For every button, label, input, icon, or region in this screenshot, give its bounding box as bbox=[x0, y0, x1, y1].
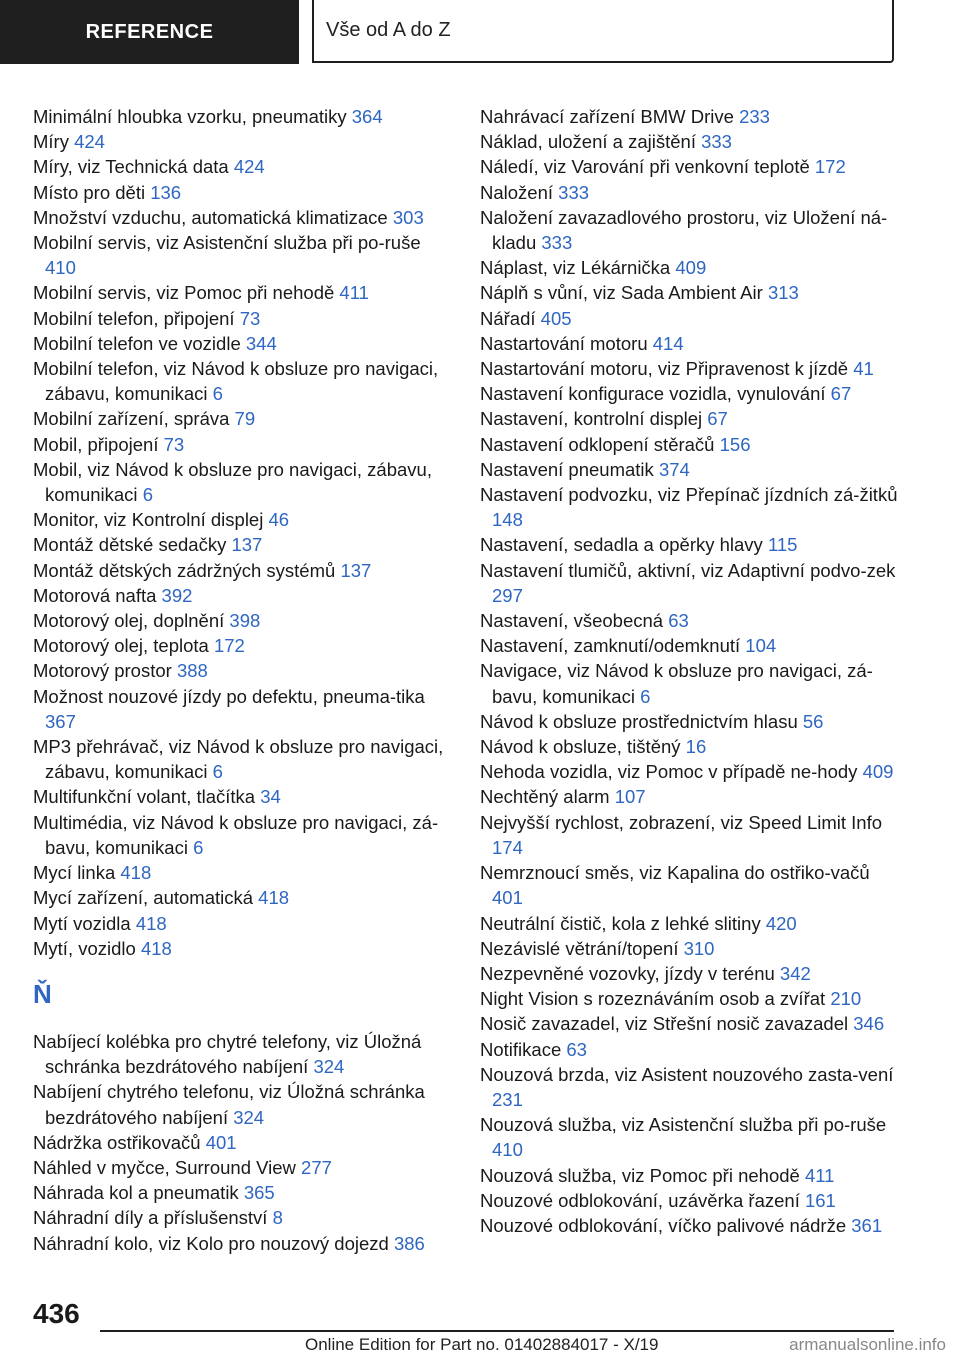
page-reference-link[interactable]: 342 bbox=[779, 962, 811, 984]
page-reference-link[interactable]: 424 bbox=[74, 131, 105, 153]
page-reference-link[interactable]: 277 bbox=[301, 1156, 332, 1178]
index-entry bbox=[480, 911, 900, 936]
page-reference-link[interactable]: 392 bbox=[161, 584, 193, 606]
index-entry-text: Míry, viz Technická data bbox=[33, 156, 234, 178]
index-entry-text: Nahrávací zařízení BMW Drive bbox=[480, 106, 740, 127]
index-entry bbox=[480, 432, 900, 457]
page-reference-link[interactable]: 73 bbox=[239, 307, 261, 329]
index-entry-text: Nezávislé větrání/topení bbox=[480, 937, 684, 959]
index-entry bbox=[480, 1112, 900, 1162]
index-entry bbox=[33, 280, 453, 305]
index-entry bbox=[33, 885, 453, 910]
index-entry-text: Nastavení, kontrolní displej bbox=[480, 408, 708, 430]
page-reference-link[interactable]: 156 bbox=[719, 433, 751, 455]
page-reference-link[interactable]: 115 bbox=[767, 534, 798, 556]
index-entry-text: Mobilní servis, viz Pomoc při nehodě bbox=[33, 282, 340, 304]
index-entry-text: Nastavení odklopení stěračů bbox=[480, 433, 720, 455]
page-reference-link[interactable]: 6 bbox=[212, 761, 223, 783]
index-entry-text: Návod k obsluze prostřednictvím hlasu bbox=[480, 710, 803, 732]
page-reference-link[interactable]: 410 bbox=[492, 1139, 523, 1161]
page-reference-link[interactable]: 346 bbox=[853, 1013, 885, 1035]
index-entry bbox=[480, 280, 900, 305]
index-entry-text: Motorová nafta bbox=[33, 584, 162, 606]
index-entry bbox=[33, 684, 453, 734]
page-reference-link[interactable]: 374 bbox=[658, 458, 690, 480]
page-reference-link[interactable]: 63 bbox=[566, 1038, 587, 1060]
page-reference-link[interactable]: 388 bbox=[176, 660, 208, 682]
index-entry bbox=[480, 1037, 900, 1062]
page-reference-link[interactable]: 333 bbox=[558, 181, 590, 203]
index-entry-text: Nastavení pneumatik bbox=[480, 458, 659, 480]
index-entry bbox=[480, 1163, 900, 1188]
index-entry bbox=[480, 608, 900, 633]
index-entry-text: Mobil, připojení bbox=[33, 433, 164, 455]
index-entry bbox=[33, 205, 453, 230]
page-reference-link[interactable]: 405 bbox=[540, 307, 572, 329]
index-entry-text: Nehoda vozidla, viz Pomoc v případě ne-hody bbox=[480, 761, 863, 783]
index-entry bbox=[33, 810, 453, 860]
page-reference-link[interactable]: 16 bbox=[685, 736, 707, 758]
index-entry-text: Naložení zavazadlového prostoru, viz Uložení ná-kladu bbox=[480, 206, 888, 254]
index-entry bbox=[480, 734, 900, 759]
index-entry bbox=[480, 759, 900, 784]
index-entry bbox=[33, 734, 453, 784]
index-entry bbox=[33, 104, 453, 129]
index-entry-text: MP3 přehrávač, viz Návod k obsluze pro navigaci, zábavu, komunikaci bbox=[33, 736, 444, 783]
page-reference-link[interactable]: 414 bbox=[652, 332, 684, 354]
page-reference-link[interactable]: 410 bbox=[45, 257, 76, 279]
page-reference-link[interactable]: 73 bbox=[163, 433, 185, 455]
index-entry-text: Nastavení, všeobecná bbox=[480, 610, 669, 632]
page-reference-link[interactable]: 56 bbox=[802, 710, 824, 732]
index-column-right bbox=[480, 104, 900, 1238]
index-entry-text: Náhrada kol a pneumatik bbox=[33, 1182, 244, 1204]
index-entry bbox=[33, 457, 453, 507]
index-entry-text: Motorový olej, doplnění bbox=[33, 610, 230, 632]
index-entry bbox=[33, 406, 453, 431]
index-entry bbox=[480, 457, 900, 482]
index-entry-text: Nastartování motoru bbox=[480, 332, 653, 354]
index-entry-text: Množství vzduchu, automatická klimatizace bbox=[33, 206, 393, 228]
index-entry-text: Mobilní telefon ve vozidle bbox=[33, 332, 246, 354]
page-reference-link[interactable]: 137 bbox=[340, 559, 372, 581]
index-entry-text: Motorový prostor bbox=[33, 660, 177, 682]
index-entry-text: Mytí vozidla bbox=[33, 912, 136, 934]
index-entry bbox=[33, 1231, 453, 1256]
index-entry-text: Mobilní telefon, připojení bbox=[33, 307, 240, 329]
index-entry bbox=[480, 129, 900, 154]
index-entry-text: Nouzové odblokování, uzávěrka řazení bbox=[480, 1189, 805, 1211]
index-entry bbox=[480, 810, 900, 860]
index-entry bbox=[480, 306, 900, 331]
index-entry-text: Náledí, viz Varování při venkovní teplotě bbox=[480, 156, 815, 178]
index-entry bbox=[33, 154, 453, 179]
page-reference-link[interactable]: 297 bbox=[492, 584, 523, 606]
page-reference-link[interactable]: 411 bbox=[804, 1164, 835, 1186]
index-entry bbox=[33, 936, 453, 961]
page-reference-link[interactable]: 41 bbox=[853, 358, 874, 380]
index-entry-text: Nastavení, sedadla a opěrky hlavy bbox=[480, 534, 768, 556]
index-entry bbox=[480, 154, 900, 179]
index-entry bbox=[480, 180, 900, 205]
index-entry bbox=[480, 331, 900, 356]
page-reference-link[interactable]: 418 bbox=[120, 862, 152, 884]
index-entry bbox=[33, 583, 453, 608]
page-title: Vše od A do Z bbox=[326, 19, 451, 41]
index-entry-text: Nejvyšší rychlost, zobrazení, viz Speed Limit Info bbox=[480, 811, 883, 833]
index-entry bbox=[480, 205, 900, 255]
page-reference-link[interactable]: 6 bbox=[193, 836, 204, 858]
page-reference-link[interactable]: 136 bbox=[150, 181, 182, 203]
page-reference-link[interactable]: 418 bbox=[140, 937, 172, 959]
index-entry-text: Nouzová služba, viz Pomoc při nehodě bbox=[480, 1164, 805, 1186]
index-entry-text: Náhled v myčce, Surround View bbox=[33, 1156, 302, 1178]
page-reference-link[interactable]: 67 bbox=[707, 408, 728, 430]
index-column-left bbox=[33, 104, 453, 1256]
index-entry bbox=[33, 306, 453, 331]
index-entry bbox=[480, 104, 900, 129]
index-entry-text: Monitor, viz Kontrolní displej bbox=[33, 509, 269, 531]
index-entry-text: Nastartování motoru, viz Připravenost k jízdě bbox=[480, 358, 854, 380]
index-entry-text: Nouzová služba, viz Asistenční služba při po-ruše bbox=[480, 1114, 887, 1136]
index-entry bbox=[480, 558, 900, 608]
page-reference-link[interactable]: 418 bbox=[258, 887, 290, 909]
index-entry-text: Nastavení podvozku, viz Přepínač jízdních zá-žitků bbox=[480, 484, 898, 506]
page-reference-link[interactable]: 364 bbox=[351, 106, 383, 127]
page-reference-link[interactable]: 398 bbox=[229, 610, 261, 632]
index-entry bbox=[480, 633, 900, 658]
page-reference-link[interactable]: 148 bbox=[492, 509, 523, 531]
page-reference-link[interactable]: 418 bbox=[135, 912, 167, 934]
page-reference-link[interactable]: 409 bbox=[675, 257, 707, 279]
index-entry bbox=[480, 1062, 900, 1112]
index-entry-text: Náplň s vůní, viz Sada Ambient Air bbox=[480, 282, 768, 304]
index-entry-text: Místo pro děti bbox=[33, 181, 151, 203]
index-entry bbox=[33, 911, 453, 936]
page-reference-link[interactable]: 324 bbox=[233, 1106, 265, 1128]
page-reference-link[interactable]: 361 bbox=[851, 1214, 883, 1236]
index-entry-text: Nechtěný alarm bbox=[480, 786, 615, 808]
index-entry bbox=[33, 356, 453, 406]
index-entry bbox=[33, 507, 453, 532]
index-entry bbox=[480, 658, 900, 708]
index-entry-text: Mytí, vozidlo bbox=[33, 937, 141, 959]
page-reference-link[interactable]: 161 bbox=[804, 1189, 836, 1211]
index-entry-text: Montáž dětských zádržných systémů bbox=[33, 559, 341, 581]
index-entry-text: Multimédia, viz Návod k obsluze pro navigaci, zá-bavu, komunikaci bbox=[33, 811, 439, 858]
index-entry-text: Mycí linka bbox=[33, 862, 121, 884]
page-reference-link[interactable]: 63 bbox=[668, 610, 689, 632]
index-entry-text: Multifunkční volant, tlačítka bbox=[33, 786, 261, 808]
index-entry bbox=[480, 1213, 900, 1238]
index-entry-text: Nouzové odblokování, víčko palivové nádrže bbox=[480, 1214, 852, 1236]
page-reference-link[interactable]: 365 bbox=[243, 1182, 275, 1204]
page-reference-link[interactable]: 67 bbox=[830, 383, 852, 405]
page-reference-link[interactable]: 137 bbox=[231, 534, 263, 556]
page-reference-link[interactable]: 324 bbox=[313, 1056, 345, 1078]
index-entry bbox=[33, 129, 453, 154]
index-entry bbox=[33, 1079, 453, 1129]
page-reference-link[interactable]: 313 bbox=[767, 282, 799, 304]
page-reference-link[interactable]: 174 bbox=[492, 836, 523, 858]
page-reference-link[interactable]: 210 bbox=[830, 988, 862, 1010]
index-entry-text: Night Vision s rozeznáváním osob a zvířat bbox=[480, 988, 831, 1010]
index-entry bbox=[33, 331, 453, 356]
page-reference-link[interactable]: 34 bbox=[260, 786, 281, 808]
index-entry-text: Mobilní telefon, viz Návod k obsluze pro navigaci, zábavu, komunikaci bbox=[33, 358, 439, 405]
index-entry-text: Náklad, uložení a zajištění bbox=[480, 131, 702, 153]
index-entry bbox=[33, 532, 453, 557]
index-entry bbox=[480, 784, 900, 809]
index-entry bbox=[33, 1180, 453, 1205]
index-entry-text: Naložení bbox=[480, 181, 559, 203]
page-reference-link[interactable]: 424 bbox=[233, 156, 265, 178]
index-entry-text: Motorový olej, teplota bbox=[33, 635, 214, 657]
index-entry-text: Montáž dětské sedačky bbox=[33, 534, 232, 556]
index-entry bbox=[33, 633, 453, 658]
page-reference-link[interactable]: 367 bbox=[45, 710, 76, 732]
index-entry bbox=[33, 784, 453, 809]
index-entry-text: Nosič zavazadel, viz Střešní nosič zavazadel bbox=[480, 1013, 854, 1035]
index-entry-text: Nemrznoucí směs, viz Kapalina do ostřiko-vačů bbox=[480, 862, 870, 884]
watermark-logo: armanualsonline.info bbox=[789, 1335, 946, 1354]
page-reference-link[interactable]: 333 bbox=[701, 131, 732, 153]
page-reference-link[interactable]: 344 bbox=[245, 332, 277, 354]
index-entry bbox=[33, 432, 453, 457]
index-entry bbox=[480, 381, 900, 406]
index-entry-text: Nouzová brzda, viz Asistent nouzového zasta-vení bbox=[480, 1063, 894, 1085]
index-entry bbox=[33, 658, 453, 683]
page-reference-link[interactable]: 303 bbox=[392, 206, 424, 228]
index-entry bbox=[480, 406, 900, 431]
index-entry bbox=[480, 255, 900, 280]
page-reference-link[interactable]: 104 bbox=[745, 635, 777, 657]
index-entry bbox=[33, 608, 453, 633]
index-entry-text: Nabíjení chytrého telefonu, viz Úložná schránka bezdrátového nabíjení bbox=[33, 1081, 425, 1128]
index-entry bbox=[33, 1130, 453, 1155]
page-reference-link[interactable]: 6 bbox=[640, 685, 651, 707]
page-reference-link[interactable]: 386 bbox=[393, 1232, 425, 1254]
index-entry-text: Mobilní servis, viz Asistenční služba při po-ruše bbox=[33, 232, 421, 254]
index-entry bbox=[33, 558, 453, 583]
index-list-m bbox=[33, 104, 453, 961]
index-entry-text: Nezpevněné vozovky, jízdy v terénu bbox=[480, 962, 780, 984]
header-title-box bbox=[312, 0, 894, 63]
page-number: 436 bbox=[33, 1298, 80, 1329]
page-reference-link[interactable]: 6 bbox=[212, 383, 223, 405]
footer-divider bbox=[100, 1330, 894, 1332]
page-reference-link[interactable]: 401 bbox=[492, 887, 523, 909]
index-entry bbox=[33, 1029, 453, 1079]
index-entry-text: Nastavení konfigurace vozidla, vynulování bbox=[480, 383, 831, 405]
page-reference-link[interactable]: 231 bbox=[492, 1088, 523, 1110]
index-entry bbox=[33, 1155, 453, 1180]
page-reference-link[interactable]: 172 bbox=[814, 156, 846, 178]
index-entry-text: Možnost nouzové jízdy po defektu, pneuma-tika bbox=[33, 685, 425, 707]
index-entry bbox=[480, 986, 900, 1011]
page-reference-link[interactable]: 233 bbox=[739, 106, 770, 127]
index-entry-text: Náplast, viz Lékárnička bbox=[480, 257, 676, 279]
page-reference-link[interactable]: 401 bbox=[205, 1131, 237, 1153]
index-entry bbox=[480, 860, 900, 910]
index-entry-text: Nastavení tlumičů, aktivní, viz Adaptivní podvo-zek bbox=[480, 559, 896, 581]
index-entry-text: Nabíjecí kolébka pro chytré telefony, viz Úložná schránka bezdrátového nabíjení bbox=[33, 1030, 422, 1078]
index-entry-text: Neutrální čistič, kola z lehké slitiny bbox=[480, 912, 766, 934]
index-entry-text: Navigace, viz Návod k obsluze pro navigaci, zá-bavu, komunikaci bbox=[480, 660, 873, 707]
page-reference-link[interactable]: 420 bbox=[765, 912, 797, 934]
index-entry-text: Minimální hloubka vzorku, pneumatiky bbox=[33, 106, 352, 127]
page-reference-link[interactable]: 79 bbox=[234, 408, 256, 430]
index-entry bbox=[33, 180, 453, 205]
index-entry-text: Návod k obsluze, tištěný bbox=[480, 736, 686, 758]
page-reference-link[interactable]: 333 bbox=[541, 232, 573, 254]
index-entry-text: Mycí zařízení, automatická bbox=[33, 887, 259, 909]
section-label: REFERENCE bbox=[85, 20, 214, 43]
index-entry bbox=[33, 1205, 453, 1230]
index-entry-text: Nádržka ostřikovačů bbox=[33, 1131, 206, 1153]
index-entry-text: Mobilní zařízení, správa bbox=[33, 408, 235, 430]
index-entry-text: Nářadí bbox=[480, 307, 541, 329]
page-reference-link[interactable]: 409 bbox=[862, 761, 894, 783]
index-entry bbox=[480, 1011, 900, 1036]
page-reference-link[interactable]: 172 bbox=[213, 635, 245, 657]
index-entry bbox=[33, 230, 453, 280]
page-reference-link[interactable]: 8 bbox=[272, 1207, 283, 1229]
index-entry-text: Náhradní kolo, viz Kolo pro nouzový dojezd bbox=[33, 1232, 394, 1254]
index-entry bbox=[480, 709, 900, 734]
index-list-n bbox=[33, 1029, 453, 1256]
index-list-n-continued bbox=[480, 104, 900, 1238]
page-reference-link[interactable]: 6 bbox=[142, 484, 153, 506]
index-entry bbox=[480, 532, 900, 557]
page-reference-link[interactable]: 411 bbox=[339, 282, 369, 304]
index-entry-text: Mobil, viz Návod k obsluze pro navigaci, zábavu, komunikaci bbox=[33, 458, 432, 506]
index-entry bbox=[480, 482, 900, 532]
index-entry-text: Notifikace bbox=[480, 1038, 567, 1060]
index-entry bbox=[480, 356, 900, 381]
index-entry bbox=[480, 936, 900, 961]
edition-note: Online Edition for Part no. 01402884017 - X/19 bbox=[305, 1335, 659, 1354]
index-entry bbox=[480, 961, 900, 986]
index-entry-text: Míry bbox=[33, 131, 75, 153]
index-entry-text: Náhradní díly a příslušenství bbox=[33, 1207, 273, 1229]
index-entry bbox=[33, 860, 453, 885]
page-reference-link[interactable]: 46 bbox=[268, 509, 290, 531]
page-reference-link[interactable]: 310 bbox=[683, 937, 715, 959]
page-reference-link[interactable]: 107 bbox=[614, 786, 646, 808]
index-entry-text: Nastavení, zamknutí/odemknutí bbox=[480, 635, 746, 657]
index-entry bbox=[480, 1188, 900, 1213]
section-letter: Ň bbox=[33, 978, 52, 1009]
section-tab bbox=[0, 0, 299, 64]
